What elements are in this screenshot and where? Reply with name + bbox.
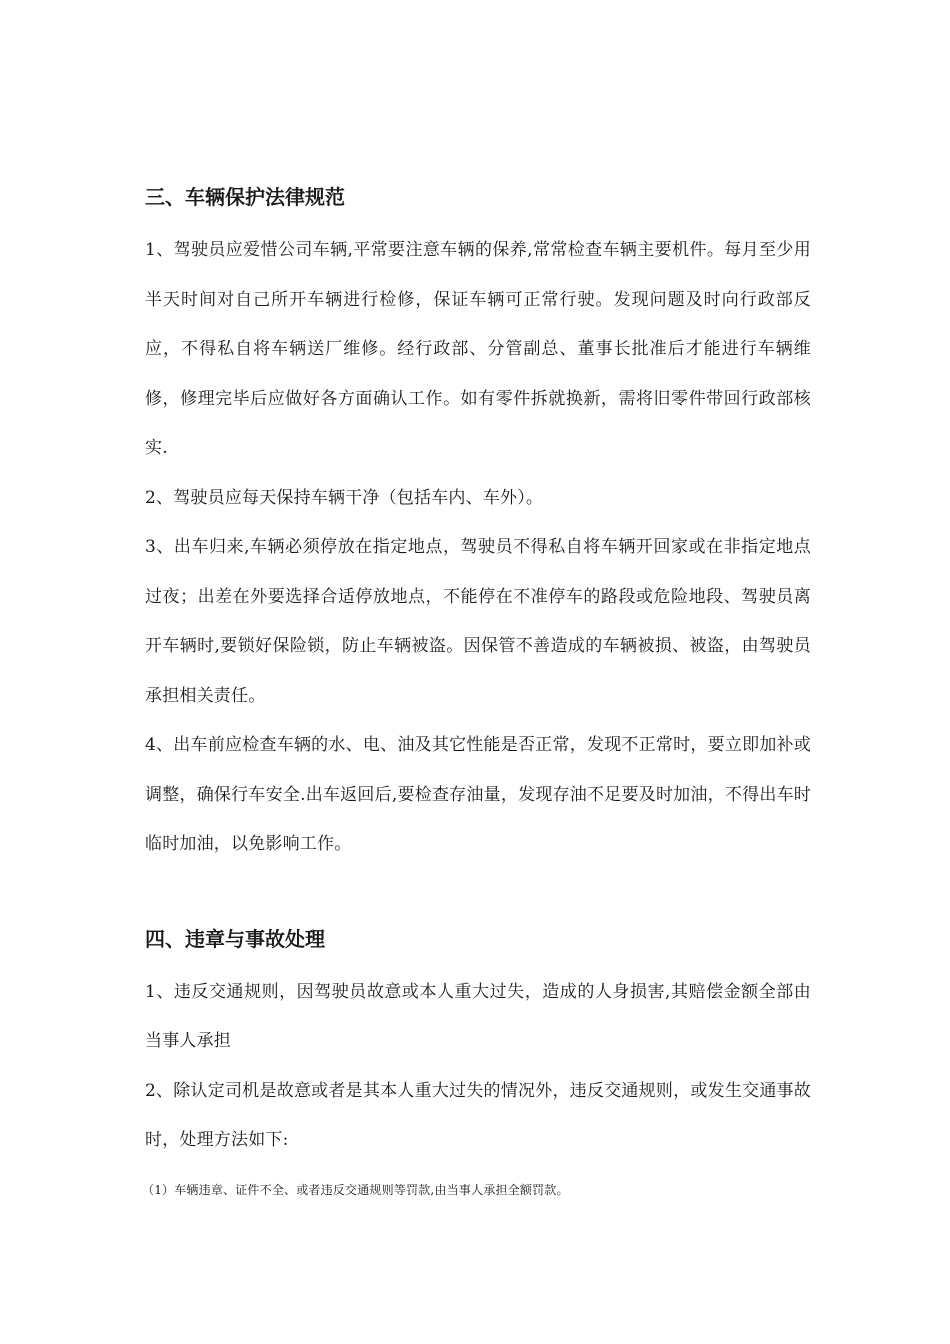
section-heading-vehicle-protection: 三、车辆保护法律规范	[145, 185, 345, 209]
paragraph: 2、除认定司机是故意或者是其本人重大过失的情况外，违反交通规则，或发生交通事故时，处理方法如下:	[145, 1080, 811, 1150]
document-body	[142, 176, 811, 1215]
paragraph: 2、驾驶员应每天保持车辆干净（包括车内、车外）。	[145, 487, 544, 508]
section-heading-violations-accidents: 四、违章与事故处理	[145, 926, 325, 951]
paragraph: 1、驾驶员应爱惜公司车辆,平常要注意车辆的保养,常常检查车辆主要机件。每月至少用半天时间对自己所开车辆进行检修，保证车辆可正常行驶。发现问题及时向行政部反应，不得私自将车辆送厂维修。经行政部、分管副总、董事长批准后才能进行车辆维修，修理完毕后应做好各方面确认工作。如有零件拆就换新，需将旧零件带回行政部核实.	[145, 240, 811, 458]
paragraph: 4、出车前应检查车辆的水、电、油及其它性能是否正常，发现不正常时，要立即加补或调整，确保行车安全.出车返回后,要检查存油量，发现存油不足要及时加油，不得出车时临时加油，以免影响工作。	[145, 735, 811, 854]
paragraph: 3、出车归来,车辆必须停放在指定地点，驾驶员不得私自将车辆开回家或在非指定地点过夜；出差在外要选择合适停放地点，不能停在不准停车的路段或危险地段、驾驶员离开车辆时,要锁好保险锁，防止车辆被盗。因保管不善造成的车辆被损、被盗，由驾驶员承担相关责任。	[145, 537, 811, 706]
paragraph: （1）车辆违章、证件不全、或者违反交通规则等罚款,由当事人承担全额罚款。	[142, 1182, 569, 1197]
paragraph: 1、违反交通规则，因驾驶员故意或本人重大过失，造成的人身损害,其赔偿金额全部由当事人承担	[145, 981, 811, 1051]
